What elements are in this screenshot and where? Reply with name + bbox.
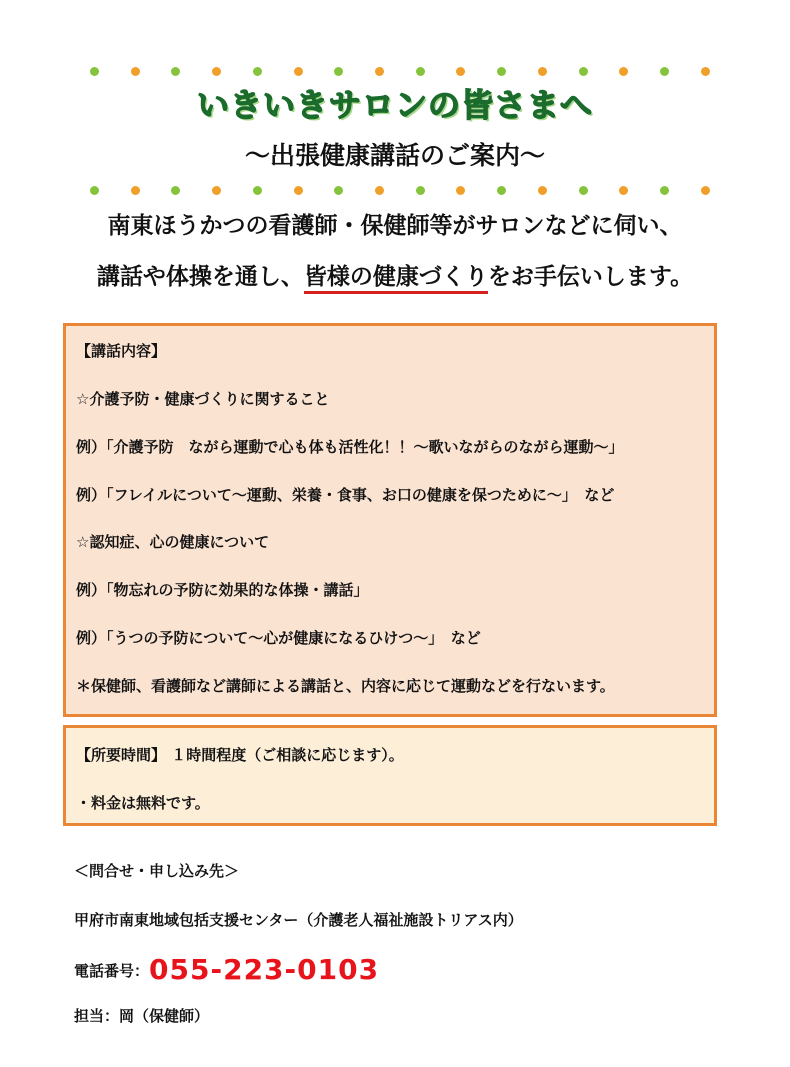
content-line: 例）「物忘れの予防に効果的な体操・講話」 <box>76 581 369 599</box>
lead-line-2-pre: 講話や体操を通し、 <box>96 264 304 290</box>
contact-organization: 甲府市南東地域包括支援センター（介護老人福祉施設トリアス内） <box>74 911 523 929</box>
dot-icon <box>212 186 221 195</box>
content-line: 例）「介護予防 ながら運動で心も体も活性化！！～歌いながらのながら運動～」 <box>76 438 624 456</box>
content-line: ☆認知症、心の健康について <box>76 533 270 551</box>
dot-icon <box>375 67 384 76</box>
dot-icon <box>701 186 710 195</box>
dot-icon <box>90 67 99 76</box>
dot-icon <box>497 67 506 76</box>
lecture-content-heading: 【講話内容】 <box>76 342 167 360</box>
dot-icon <box>701 67 710 76</box>
dot-icon <box>253 186 262 195</box>
dot-icon <box>171 186 180 195</box>
content-line: 例）「うつの予防について～心が健康になるひけつ～」 など <box>76 629 481 647</box>
lead-line-2-post: をお手伝いします。 <box>487 264 694 290</box>
dot-icon <box>579 67 588 76</box>
dot-icon <box>538 67 547 76</box>
dot-icon <box>619 186 628 195</box>
top-dot-row <box>90 64 710 78</box>
page-subtitle: ～出張健康講話のご案内～ <box>244 141 545 170</box>
dot-icon <box>660 186 669 195</box>
page-title: いきいきサロンの皆さまへ <box>196 86 593 124</box>
dot-icon <box>294 67 303 76</box>
contact-person: 担当：岡（保健師） <box>74 1007 210 1025</box>
dot-icon <box>579 186 588 195</box>
content-note: ＊保健師、看護師など講師による講話と、内容に応じて運動などを行ないます。 <box>76 677 615 695</box>
dot-icon <box>456 67 465 76</box>
dot-icon <box>619 67 628 76</box>
dot-icon <box>171 67 180 76</box>
dot-icon <box>456 186 465 195</box>
time-required: 【所要時間】 １時間程度（ご相談に応じます）。 <box>76 746 404 764</box>
dot-icon <box>334 67 343 76</box>
dot-icon <box>131 67 140 76</box>
dot-icon <box>294 186 303 195</box>
lead-line-2-emphasis: 皆様の健康づくり <box>304 264 488 294</box>
phone-number[interactable]: 055-223-0103 <box>149 953 380 986</box>
contact-phone <box>74 953 379 986</box>
dot-icon <box>538 186 547 195</box>
dot-icon <box>212 67 221 76</box>
content-line: 例）「フレイルについて～運動、栄養・食事、お口の健康を保つために～」 など <box>76 486 615 504</box>
lecture-content-box <box>63 323 717 717</box>
dot-icon <box>416 67 425 76</box>
fee-info: ・料金は無料です。 <box>76 794 210 812</box>
dot-icon <box>334 186 343 195</box>
dot-icon <box>660 67 669 76</box>
lead-line-1: 南東ほうかつの看護師・保健師等がサロンなどに伺い、 <box>107 213 683 239</box>
contact-heading: ＜問合せ・申し込み先＞ <box>74 862 240 880</box>
phone-label: 電話番号： <box>74 962 150 980</box>
bottom-dot-row <box>90 183 710 197</box>
dot-icon <box>375 186 384 195</box>
time-fee-box <box>63 725 717 826</box>
dot-icon <box>90 186 99 195</box>
dot-icon <box>253 67 262 76</box>
dot-icon <box>416 186 425 195</box>
dot-icon <box>131 186 140 195</box>
dot-icon <box>497 186 506 195</box>
lead-line-2 <box>0 258 790 291</box>
content-line: ☆介護予防・健康づくりに関すること <box>76 390 330 408</box>
